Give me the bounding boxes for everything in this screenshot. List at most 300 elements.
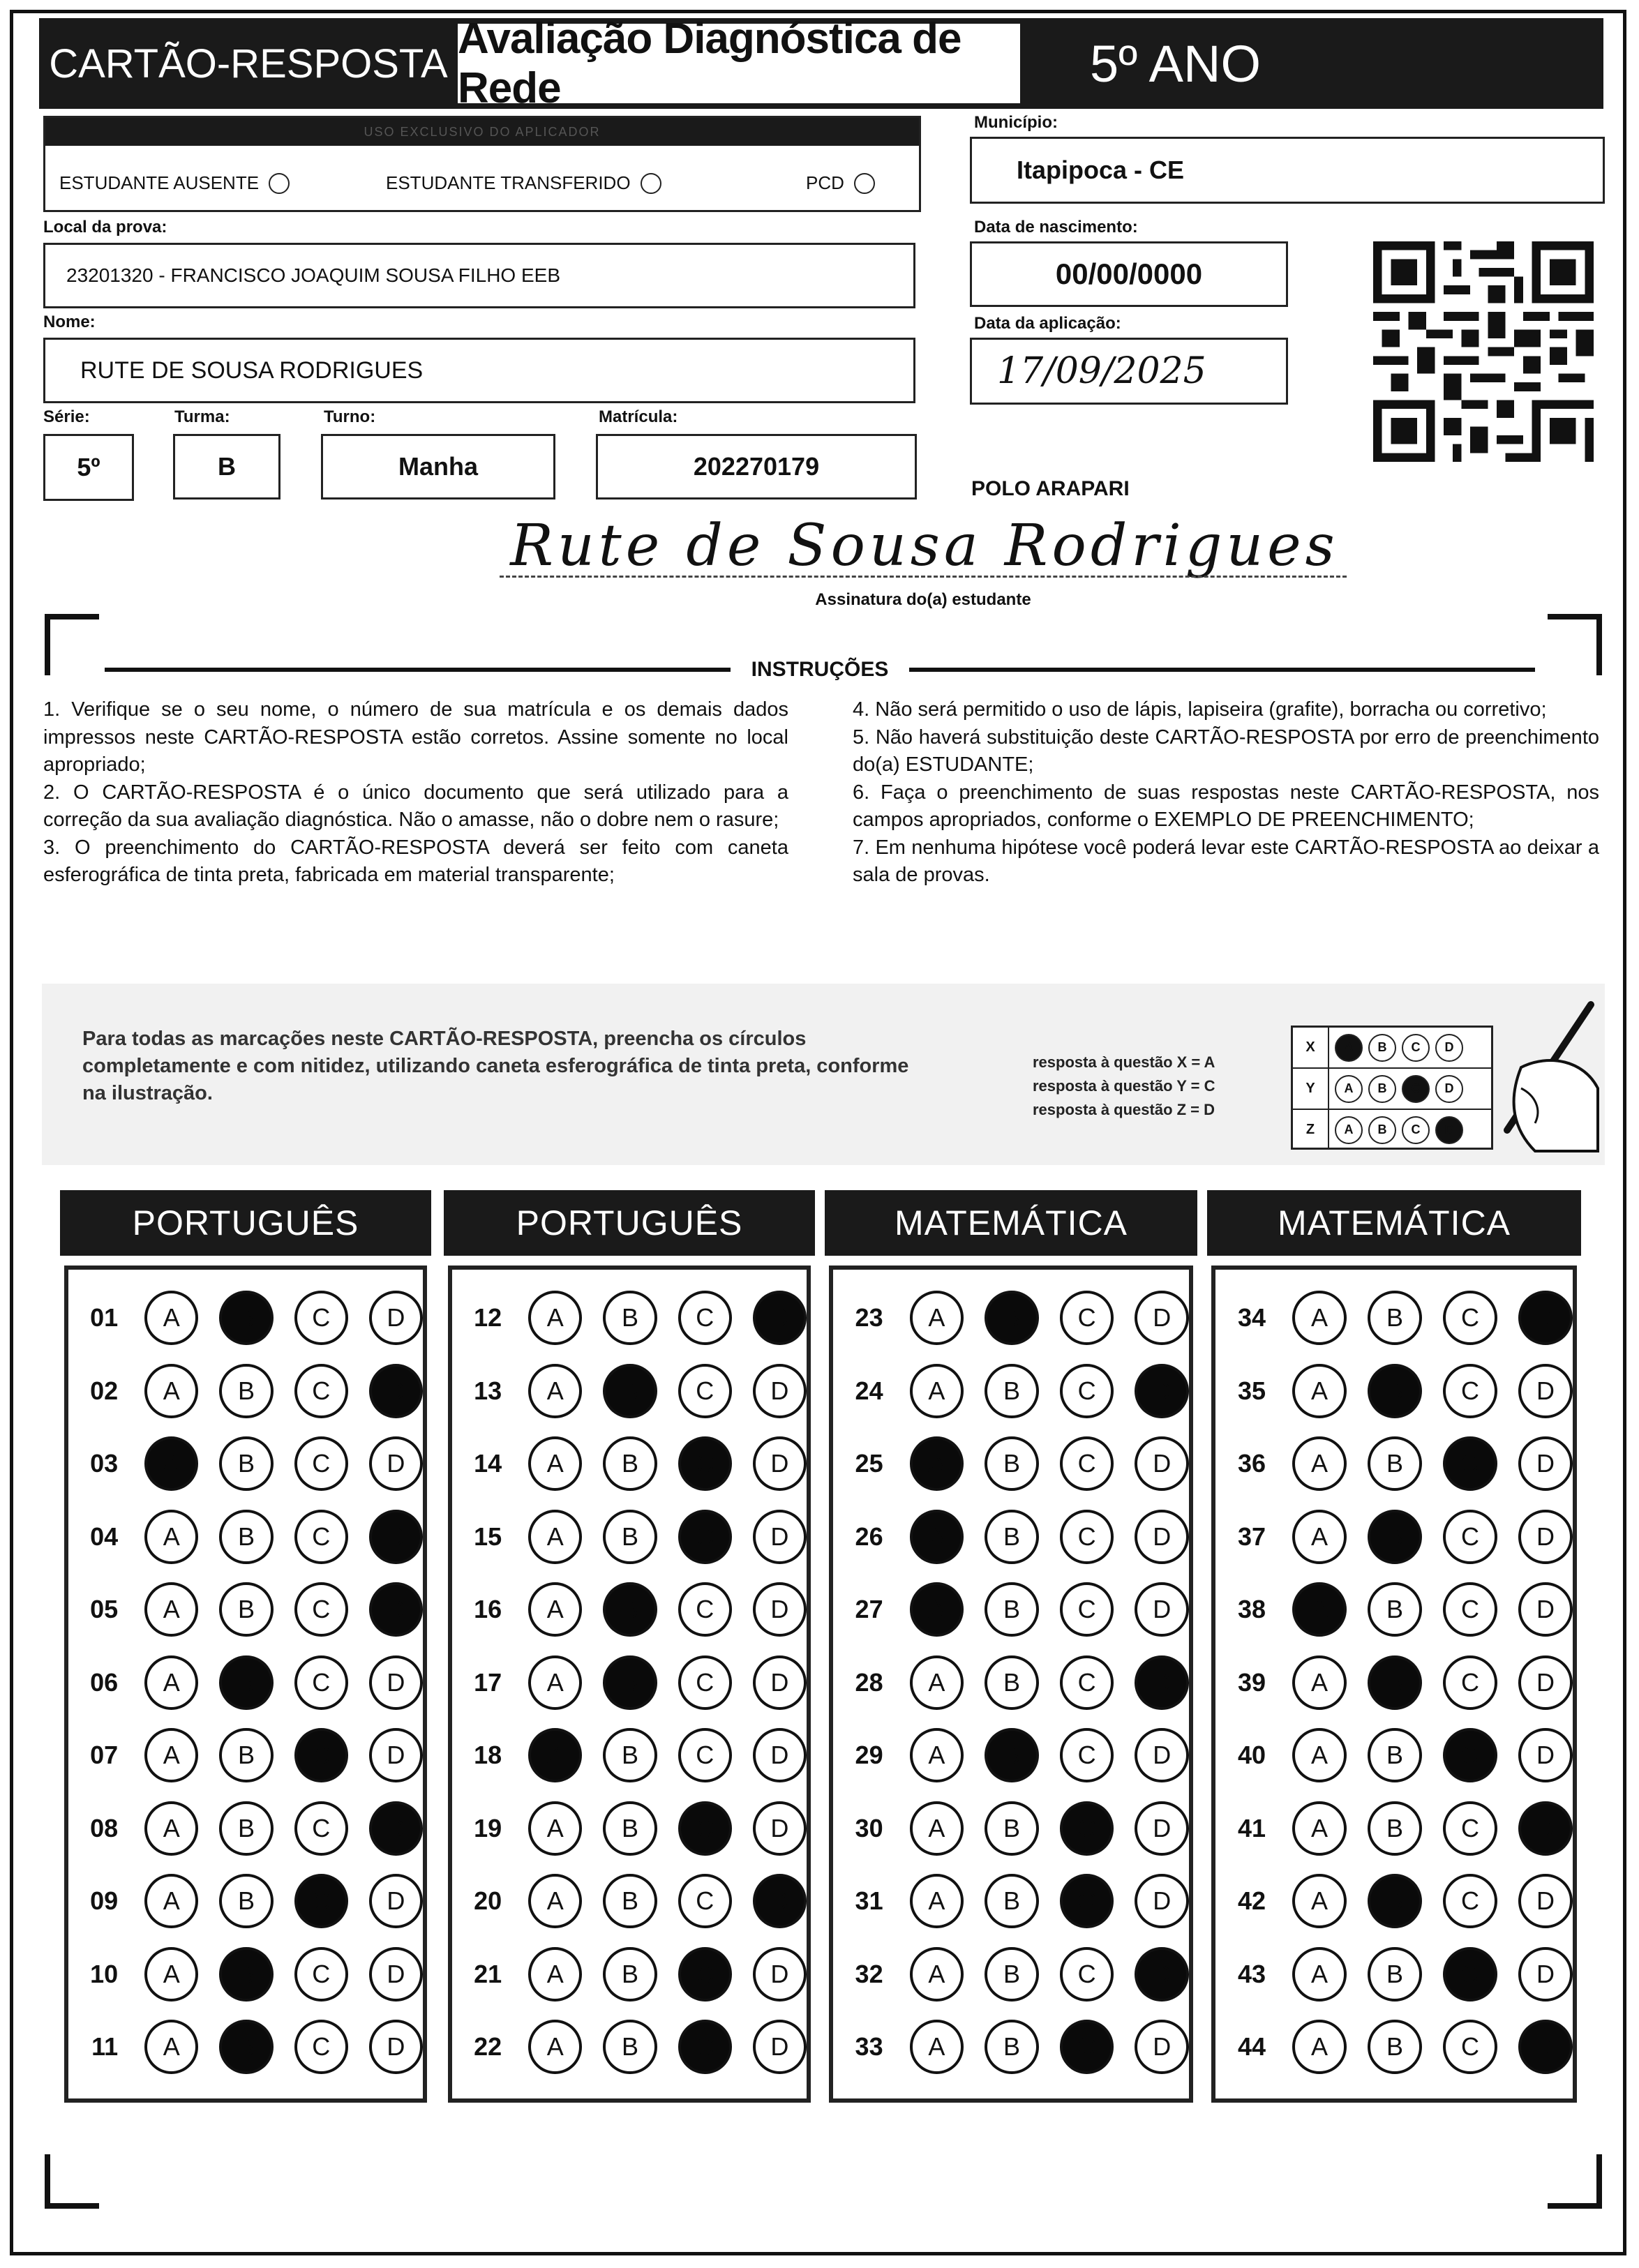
answer-bubble-d[interactable]: D bbox=[1518, 1291, 1573, 1345]
answer-bubble-d[interactable]: D bbox=[753, 2020, 807, 2074]
answer-bubble-b[interactable]: B bbox=[985, 1728, 1039, 1782]
birthdate-label: Data de nascimento: bbox=[974, 218, 1138, 236]
example-bubble-b: B bbox=[1368, 1116, 1396, 1144]
answer-bubble-b[interactable]: B bbox=[603, 1801, 657, 1856]
answer-bubble-a[interactable]: A bbox=[910, 1655, 964, 1710]
answer-bubble-a[interactable]: A bbox=[1292, 1436, 1347, 1491]
example-bubble-b: B bbox=[1368, 1075, 1396, 1103]
answer-bubble-a[interactable]: A bbox=[1292, 1655, 1347, 1710]
instructions-left bbox=[43, 696, 788, 889]
answer-bubble-d[interactable]: D bbox=[369, 1436, 423, 1491]
answer-bubble-b[interactable]: B bbox=[219, 1801, 273, 1856]
answer-bubble-d[interactable]: D bbox=[753, 1874, 807, 1928]
question-row bbox=[1215, 1870, 1573, 1932]
application-date-field[interactable] bbox=[970, 338, 1288, 405]
answer-bubble-d[interactable]: D bbox=[1135, 1728, 1189, 1782]
answer-bubble-d[interactable]: D bbox=[369, 2020, 423, 2074]
turma-field bbox=[173, 434, 280, 500]
question-row bbox=[833, 1505, 1189, 1568]
example-bubble-a: A bbox=[1335, 1116, 1363, 1144]
answer-bubble-c[interactable]: C bbox=[1443, 1655, 1497, 1710]
answer-bubble-a[interactable]: A bbox=[144, 1874, 198, 1928]
name-value: RUTE DE SOUSA RODRIGUES bbox=[80, 356, 424, 384]
question-row bbox=[452, 1432, 807, 1495]
answer-bubble-b[interactable]: B bbox=[985, 1582, 1039, 1637]
question-row bbox=[1215, 1724, 1573, 1787]
answer-bubble-a[interactable]: A bbox=[910, 1582, 964, 1637]
question-number: 23 bbox=[855, 1303, 883, 1332]
question-number: 13 bbox=[474, 1376, 502, 1405]
answer-bubble-b[interactable]: B bbox=[1368, 1291, 1422, 1345]
answer-bubble-a[interactable]: A bbox=[528, 1947, 582, 2002]
answer-bubble-d[interactable]: D bbox=[1135, 1655, 1189, 1710]
question-row bbox=[68, 1724, 423, 1787]
example-bubble-c: C bbox=[1402, 1075, 1430, 1103]
answer-bubble-b[interactable]: B bbox=[1368, 1436, 1422, 1491]
answer-bubble-d[interactable]: D bbox=[369, 1291, 423, 1345]
answer-bubble-b[interactable]: B bbox=[603, 1728, 657, 1782]
question-row bbox=[833, 2015, 1189, 2078]
turno-label: Turno: bbox=[324, 407, 376, 426]
answer-bubble-c[interactable]: C bbox=[294, 1874, 348, 1928]
answer-bubble-a[interactable]: A bbox=[528, 1874, 582, 1928]
answer-bubble-d[interactable]: D bbox=[1135, 1364, 1189, 1418]
question-row bbox=[452, 1286, 807, 1349]
answer-bubble-a[interactable]: A bbox=[144, 1436, 198, 1491]
answer-bubble-b[interactable]: B bbox=[1368, 1801, 1422, 1856]
answer-bubble-d[interactable]: D bbox=[753, 1364, 807, 1418]
question-row bbox=[833, 1578, 1189, 1641]
question-number: 41 bbox=[1237, 1813, 1266, 1842]
signature-label: Assinatura do(a) estudante bbox=[815, 590, 1031, 609]
answer-bubble-c[interactable]: C bbox=[678, 2020, 732, 2074]
answer-bubble-b[interactable]: B bbox=[219, 2020, 273, 2074]
section-answers bbox=[829, 1266, 1193, 2103]
question-number: 43 bbox=[1237, 1959, 1266, 1988]
question-row bbox=[452, 1943, 807, 2006]
question-row bbox=[452, 1360, 807, 1422]
answer-bubble-a[interactable]: A bbox=[1292, 1582, 1347, 1637]
answer-bubble-b[interactable]: B bbox=[985, 1947, 1039, 2002]
answer-bubble-c[interactable]: C bbox=[1060, 1582, 1114, 1637]
answer-bubble-c[interactable]: C bbox=[1443, 1436, 1497, 1491]
instruction-item: 7. Em nenhuma hipótese você poderá levar este CARTÃO-RESPOSTA ao deixar a sala de provas. bbox=[853, 836, 1599, 886]
answer-bubble-b[interactable]: B bbox=[219, 1510, 273, 1564]
answer-bubble-d[interactable]: D bbox=[753, 1801, 807, 1856]
answer-bubble-b[interactable]: B bbox=[219, 1364, 273, 1418]
answer-bubble-c[interactable]: C bbox=[294, 1728, 348, 1782]
legend-line: resposta à questão Y = C bbox=[1033, 1077, 1215, 1095]
answer-bubble-d[interactable]: D bbox=[1518, 1728, 1573, 1782]
answer-bubble-a[interactable]: A bbox=[144, 1510, 198, 1564]
question-number: 04 bbox=[90, 1522, 119, 1551]
answer-bubble-d[interactable]: D bbox=[1518, 1510, 1573, 1564]
question-row bbox=[68, 1943, 423, 2006]
pcd-option[interactable] bbox=[806, 172, 875, 194]
transferred-bubble[interactable] bbox=[641, 173, 661, 194]
answer-bubble-a[interactable]: A bbox=[910, 2020, 964, 2074]
question-number: 14 bbox=[474, 1449, 502, 1478]
answer-bubble-a[interactable]: A bbox=[910, 1291, 964, 1345]
applicator-box bbox=[43, 116, 921, 212]
answer-bubble-a[interactable]: A bbox=[910, 1510, 964, 1564]
answer-bubble-b[interactable]: B bbox=[985, 1874, 1039, 1928]
signature-area[interactable] bbox=[502, 509, 1347, 579]
answer-bubble-b[interactable]: B bbox=[219, 1874, 273, 1928]
answer-bubble-c[interactable]: C bbox=[1060, 1874, 1114, 1928]
serie-field bbox=[43, 434, 134, 501]
answer-bubble-d[interactable]: D bbox=[369, 1582, 423, 1637]
signature-text: Rute de Sousa Rodrigues bbox=[510, 513, 1339, 579]
answer-bubble-a[interactable]: A bbox=[528, 1655, 582, 1710]
answer-bubble-c[interactable]: C bbox=[1060, 1291, 1114, 1345]
answer-bubble-a[interactable]: A bbox=[1292, 1947, 1347, 2002]
answer-bubble-b[interactable]: B bbox=[1368, 2020, 1422, 2074]
corner-mark-bottom-left bbox=[45, 2154, 99, 2209]
answer-bubble-b[interactable]: B bbox=[985, 1510, 1039, 1564]
question-row bbox=[833, 1432, 1189, 1495]
answer-bubble-b[interactable]: B bbox=[985, 1801, 1039, 1856]
question-row bbox=[1215, 1505, 1573, 1568]
answer-bubble-c[interactable]: C bbox=[1443, 1947, 1497, 2002]
answer-bubble-c[interactable]: C bbox=[1060, 2020, 1114, 2074]
pcd-label: PCD bbox=[806, 172, 844, 193]
answer-bubble-b[interactable]: B bbox=[219, 1728, 273, 1782]
answer-bubble-d[interactable]: D bbox=[1518, 1801, 1573, 1856]
answer-bubble-b[interactable]: B bbox=[985, 1291, 1039, 1345]
answer-bubble-b[interactable]: B bbox=[985, 2020, 1039, 2074]
instructions-rule-right bbox=[909, 668, 1535, 672]
answer-bubble-c[interactable]: C bbox=[294, 1436, 348, 1491]
answer-bubble-b[interactable]: B bbox=[1368, 1364, 1422, 1418]
answer-bubble-a[interactable]: A bbox=[1292, 1364, 1347, 1418]
answer-bubble-a[interactable]: A bbox=[144, 1582, 198, 1637]
answer-bubble-b[interactable]: B bbox=[219, 1655, 273, 1710]
answer-bubble-a[interactable]: A bbox=[144, 1801, 198, 1856]
answer-bubble-d[interactable]: D bbox=[753, 1728, 807, 1782]
question-number: 12 bbox=[474, 1303, 502, 1332]
answer-bubble-d[interactable]: D bbox=[369, 1947, 423, 2002]
answer-bubble-b[interactable]: B bbox=[985, 1655, 1039, 1710]
turma-value: B bbox=[218, 452, 236, 481]
answer-bubble-a[interactable]: A bbox=[144, 1364, 198, 1418]
question-number: 37 bbox=[1237, 1522, 1266, 1551]
example-grid bbox=[1291, 1026, 1493, 1150]
answer-bubble-d[interactable]: D bbox=[369, 1510, 423, 1564]
answer-bubble-c[interactable]: C bbox=[1060, 1801, 1114, 1856]
instructions-right bbox=[853, 696, 1599, 889]
answer-bubble-b[interactable]: B bbox=[603, 1510, 657, 1564]
answer-bubble-d[interactable]: D bbox=[753, 1947, 807, 2002]
example-row bbox=[1293, 1028, 1491, 1069]
answer-bubble-c[interactable]: C bbox=[294, 1291, 348, 1345]
answer-bubble-d[interactable]: D bbox=[1518, 1436, 1573, 1491]
answer-bubble-b[interactable]: B bbox=[603, 1947, 657, 2002]
question-row bbox=[1215, 1578, 1573, 1641]
question-number: 27 bbox=[855, 1595, 883, 1623]
transferred-label: ESTUDANTE TRANSFERIDO bbox=[386, 172, 631, 193]
answer-bubble-d[interactable]: D bbox=[1135, 1874, 1189, 1928]
question-row bbox=[68, 1578, 423, 1641]
answer-bubble-b[interactable]: B bbox=[985, 1364, 1039, 1418]
answer-bubble-a[interactable]: A bbox=[1292, 1291, 1347, 1345]
application-date-value: 17/09/2025 bbox=[997, 350, 1206, 392]
question-row bbox=[833, 1943, 1189, 2006]
serie-label: Série: bbox=[43, 407, 90, 426]
answer-bubble-b[interactable]: B bbox=[219, 1291, 273, 1345]
answer-bubble-c[interactable]: C bbox=[678, 1582, 732, 1637]
answer-bubble-a[interactable]: A bbox=[144, 1947, 198, 2002]
answer-bubble-d[interactable]: D bbox=[753, 1436, 807, 1491]
turno-field bbox=[321, 434, 555, 500]
corner-mark-bottom-right bbox=[1548, 2154, 1602, 2209]
answer-bubble-d[interactable]: D bbox=[1135, 1947, 1189, 2002]
answer-bubble-a[interactable]: A bbox=[528, 1364, 582, 1418]
answer-bubble-c[interactable]: C bbox=[1443, 1364, 1497, 1418]
transferred-option[interactable] bbox=[386, 172, 661, 194]
turma-label: Turma: bbox=[174, 407, 230, 426]
question-number: 02 bbox=[90, 1376, 119, 1405]
section-answers bbox=[64, 1266, 427, 2103]
section-header: PORTUGUÊS bbox=[60, 1190, 431, 1256]
question-number: 10 bbox=[90, 1959, 119, 1988]
question-number: 36 bbox=[1237, 1449, 1266, 1478]
question-number: 33 bbox=[855, 2032, 883, 2061]
answer-bubble-b[interactable]: B bbox=[603, 1364, 657, 1418]
answer-bubble-c[interactable]: C bbox=[1060, 1436, 1114, 1491]
answer-bubble-b[interactable]: B bbox=[1368, 1510, 1422, 1564]
answer-bubble-a[interactable]: A bbox=[144, 1655, 198, 1710]
answer-bubble-b[interactable]: B bbox=[603, 1655, 657, 1710]
answer-bubble-a[interactable]: A bbox=[1292, 1874, 1347, 1928]
answer-bubble-c[interactable]: C bbox=[678, 1291, 732, 1345]
answer-bubble-c[interactable]: C bbox=[1443, 1291, 1497, 1345]
answer-bubble-b[interactable]: B bbox=[1368, 1582, 1422, 1637]
answer-bubble-d[interactable]: D bbox=[369, 1874, 423, 1928]
question-row bbox=[452, 2015, 807, 2078]
answer-bubble-a[interactable]: A bbox=[144, 1291, 198, 1345]
answer-bubble-d[interactable]: D bbox=[1135, 1510, 1189, 1564]
matricula-field bbox=[596, 434, 917, 500]
question-number: 08 bbox=[90, 1813, 119, 1842]
question-row bbox=[1215, 1360, 1573, 1422]
answer-bubble-a[interactable]: A bbox=[528, 2020, 582, 2074]
answer-bubble-c[interactable]: C bbox=[294, 2020, 348, 2074]
corner-mark-top-right bbox=[1548, 614, 1602, 675]
answer-bubble-d[interactable]: D bbox=[1518, 1874, 1573, 1928]
matricula-label: Matrícula: bbox=[599, 407, 678, 426]
legend-line: resposta à questão Z = D bbox=[1033, 1101, 1215, 1118]
instruction-item: 3. O preenchimento do CARTÃO-RESPOSTA deverá ser feito com caneta esferográfica de tinta preta, fabricada em material transparente; bbox=[43, 836, 788, 886]
answer-bubble-b[interactable]: B bbox=[1368, 1947, 1422, 2002]
question-number: 22 bbox=[474, 2032, 502, 2061]
instruction-item: 1. Verifique se o seu nome, o número de sua matrícula e os demais dados impressos neste CARTÃO-RESPOSTA estão corretos. Assine somente no local apropriado; bbox=[43, 698, 788, 776]
legend-line: resposta à questão X = A bbox=[1033, 1053, 1215, 1071]
question-row bbox=[833, 1724, 1189, 1787]
answer-bubble-d[interactable]: D bbox=[753, 1582, 807, 1637]
question-number: 26 bbox=[855, 1522, 883, 1551]
answer-bubble-a[interactable]: A bbox=[528, 1436, 582, 1491]
question-row bbox=[68, 1651, 423, 1714]
application-date-label: Data da aplicação: bbox=[974, 314, 1121, 333]
question-row bbox=[833, 1797, 1189, 1860]
example-row-key: Z bbox=[1293, 1110, 1329, 1150]
answer-bubble-a[interactable]: A bbox=[1292, 1801, 1347, 1856]
answer-bubble-a[interactable]: A bbox=[910, 1947, 964, 2002]
answer-bubble-c[interactable]: C bbox=[1443, 1510, 1497, 1564]
answer-bubble-d[interactable]: D bbox=[753, 1291, 807, 1345]
signature-line bbox=[500, 576, 1347, 578]
answer-bubble-d[interactable]: D bbox=[1135, 1801, 1189, 1856]
answer-bubble-d[interactable]: D bbox=[1135, 2020, 1189, 2074]
question-number: 44 bbox=[1237, 2032, 1266, 2061]
answer-bubble-d[interactable]: D bbox=[369, 1364, 423, 1418]
section-header: PORTUGUÊS bbox=[444, 1190, 815, 1256]
instruction-item: 5. Não haverá substituição deste CARTÃO-RESPOSTA por erro de preenchimento do(a) ESTUDANTE; bbox=[853, 726, 1599, 776]
answer-bubble-a[interactable]: A bbox=[910, 1801, 964, 1856]
answer-bubble-c[interactable]: C bbox=[678, 1364, 732, 1418]
answer-bubble-c[interactable]: C bbox=[1060, 1510, 1114, 1564]
answer-bubble-a[interactable]: A bbox=[1292, 1510, 1347, 1564]
answer-bubble-d[interactable]: D bbox=[1135, 1291, 1189, 1345]
question-row bbox=[1215, 1651, 1573, 1714]
question-number: 07 bbox=[90, 1741, 119, 1769]
answer-bubble-b[interactable]: B bbox=[1368, 1874, 1422, 1928]
answer-bubble-d[interactable]: D bbox=[369, 1655, 423, 1710]
answer-bubble-c[interactable]: C bbox=[294, 1582, 348, 1637]
answer-bubble-a[interactable]: A bbox=[910, 1728, 964, 1782]
answer-bubble-b[interactable]: B bbox=[985, 1436, 1039, 1491]
example-row-key: Y bbox=[1293, 1069, 1329, 1109]
question-number: 16 bbox=[474, 1595, 502, 1623]
question-number: 31 bbox=[855, 1886, 883, 1915]
example-bubble-a: A bbox=[1335, 1075, 1363, 1103]
answer-bubble-a[interactable]: A bbox=[144, 2020, 198, 2074]
section-answers bbox=[1211, 1266, 1577, 2103]
answer-bubble-a[interactable]: A bbox=[528, 1510, 582, 1564]
answer-bubble-d[interactable]: D bbox=[753, 1510, 807, 1564]
answer-bubble-d[interactable]: D bbox=[1518, 1582, 1573, 1637]
answer-bubble-c[interactable]: C bbox=[1060, 1364, 1114, 1418]
answer-bubble-b[interactable]: B bbox=[1368, 1728, 1422, 1782]
absent-option[interactable] bbox=[59, 172, 290, 194]
instructions-rule-left bbox=[105, 668, 731, 672]
question-row bbox=[452, 1505, 807, 1568]
answer-bubble-c[interactable]: C bbox=[678, 1510, 732, 1564]
answer-bubble-c[interactable]: C bbox=[1443, 1728, 1497, 1782]
example-bubble-c: C bbox=[1402, 1034, 1430, 1062]
answer-bubble-b[interactable]: B bbox=[219, 1582, 273, 1637]
birthdate-value: 00/00/0000 bbox=[1055, 257, 1203, 290]
answer-bubble-c[interactable]: C bbox=[1443, 1801, 1497, 1856]
answer-bubble-c[interactable]: C bbox=[678, 1947, 732, 2002]
instructions-heading: INSTRUÇÕES bbox=[751, 658, 889, 681]
question-number: 05 bbox=[90, 1595, 119, 1623]
answer-bubble-b[interactable]: B bbox=[219, 1947, 273, 2002]
answer-bubble-b[interactable]: B bbox=[1368, 1655, 1422, 1710]
absent-label: ESTUDANTE AUSENTE bbox=[59, 172, 260, 193]
answer-bubble-c[interactable]: C bbox=[1443, 1582, 1497, 1637]
name-label: Nome: bbox=[43, 313, 96, 331]
question-row bbox=[452, 1578, 807, 1641]
answer-bubble-c[interactable]: C bbox=[1443, 1874, 1497, 1928]
question-number: 29 bbox=[855, 1741, 883, 1769]
answer-bubble-c[interactable]: C bbox=[294, 1364, 348, 1418]
answer-bubble-c[interactable]: C bbox=[294, 1655, 348, 1710]
question-number: 11 bbox=[91, 2032, 119, 2061]
local-field bbox=[43, 243, 915, 308]
answer-bubble-d[interactable]: D bbox=[1135, 1582, 1189, 1637]
pcd-bubble[interactable] bbox=[854, 173, 875, 194]
question-row bbox=[68, 1870, 423, 1932]
example-bubble-c: C bbox=[1402, 1116, 1430, 1144]
answer-bubble-c[interactable]: C bbox=[1060, 1728, 1114, 1782]
question-number: 35 bbox=[1237, 1376, 1266, 1405]
example-legend bbox=[1033, 1051, 1215, 1122]
answer-bubble-b[interactable]: B bbox=[603, 1291, 657, 1345]
answer-bubble-a[interactable]: A bbox=[910, 1874, 964, 1928]
answer-bubble-a[interactable]: A bbox=[528, 1728, 582, 1782]
answer-bubble-d[interactable]: D bbox=[1135, 1436, 1189, 1491]
question-number: 25 bbox=[855, 1449, 883, 1478]
question-row bbox=[833, 1360, 1189, 1422]
example-row bbox=[1293, 1069, 1491, 1110]
example-row bbox=[1293, 1110, 1491, 1150]
answer-bubble-c[interactable]: C bbox=[294, 1801, 348, 1856]
question-number: 30 bbox=[855, 1813, 883, 1842]
answer-bubble-d[interactable]: D bbox=[1518, 2020, 1573, 2074]
answer-bubble-a[interactable]: A bbox=[528, 1801, 582, 1856]
answer-bubble-d[interactable]: D bbox=[369, 1728, 423, 1782]
applicator-bar: USO EXCLUSIVO DO APLICADOR bbox=[45, 118, 919, 146]
answer-bubble-b[interactable]: B bbox=[603, 1436, 657, 1491]
answer-bubble-b[interactable]: B bbox=[219, 1436, 273, 1491]
question-number: 42 bbox=[1237, 1886, 1266, 1915]
answer-bubble-c[interactable]: C bbox=[678, 1728, 732, 1782]
question-row bbox=[68, 1360, 423, 1422]
answer-bubble-c[interactable]: C bbox=[294, 1510, 348, 1564]
answer-bubble-c[interactable]: C bbox=[678, 1655, 732, 1710]
answer-bubble-c[interactable]: C bbox=[294, 1947, 348, 2002]
answer-bubble-c[interactable]: C bbox=[678, 1801, 732, 1856]
answer-bubble-c[interactable]: C bbox=[678, 1874, 732, 1928]
municipio-field bbox=[970, 137, 1605, 204]
question-number: 21 bbox=[474, 1959, 502, 1988]
name-field bbox=[43, 338, 915, 403]
answer-bubble-d[interactable]: D bbox=[1518, 1655, 1573, 1710]
answer-bubble-a[interactable]: A bbox=[144, 1728, 198, 1782]
answer-bubble-a[interactable]: A bbox=[1292, 1728, 1347, 1782]
answer-bubble-b[interactable]: B bbox=[603, 1874, 657, 1928]
answer-bubble-c[interactable]: C bbox=[1443, 2020, 1497, 2074]
answer-bubble-c[interactable]: C bbox=[1060, 1947, 1114, 2002]
answer-bubble-a[interactable]: A bbox=[528, 1291, 582, 1345]
answer-bubble-a[interactable]: A bbox=[1292, 2020, 1347, 2074]
answer-bubble-b[interactable]: B bbox=[603, 2020, 657, 2074]
answer-bubble-c[interactable]: C bbox=[1060, 1655, 1114, 1710]
answer-bubble-a[interactable]: A bbox=[528, 1582, 582, 1637]
answer-bubble-d[interactable]: D bbox=[1518, 1947, 1573, 2002]
answer-bubble-d[interactable]: D bbox=[1518, 1364, 1573, 1418]
answer-bubble-a[interactable]: A bbox=[910, 1436, 964, 1491]
answer-bubble-a[interactable]: A bbox=[910, 1364, 964, 1418]
answer-bubble-d[interactable]: D bbox=[753, 1655, 807, 1710]
absent-bubble[interactable] bbox=[269, 173, 290, 194]
answer-bubble-b[interactable]: B bbox=[603, 1582, 657, 1637]
answer-bubble-d[interactable]: D bbox=[369, 1801, 423, 1856]
turno-value: Manha bbox=[398, 452, 478, 481]
answer-bubble-c[interactable]: C bbox=[678, 1436, 732, 1491]
